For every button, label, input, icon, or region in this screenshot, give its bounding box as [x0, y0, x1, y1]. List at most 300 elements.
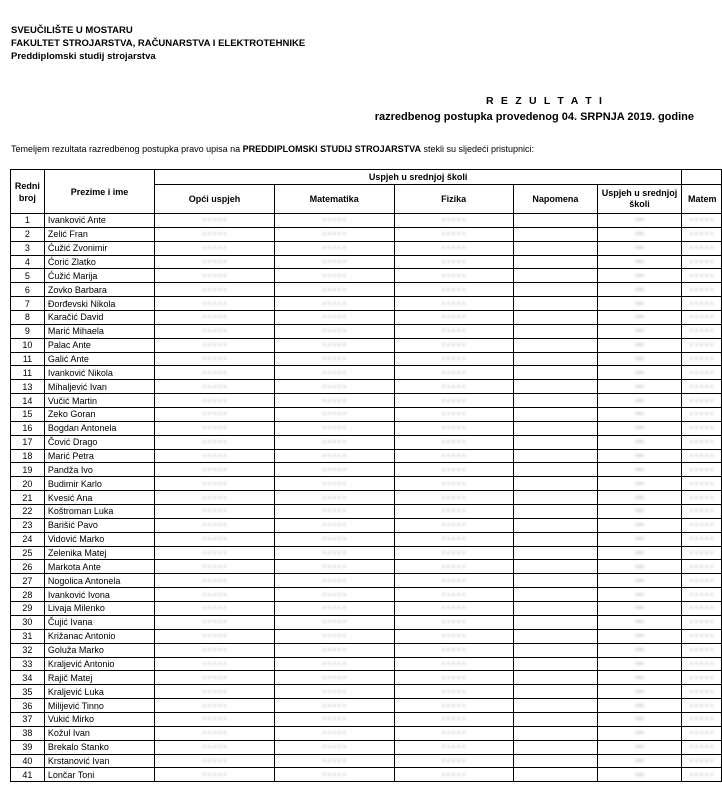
table-row — [11, 602, 722, 616]
table-row — [11, 297, 722, 311]
blurred-content: ▪▪▪ — [635, 617, 644, 627]
redacted-opci-cell — [155, 671, 275, 685]
redacted-fizika-cell — [394, 324, 513, 338]
blurred-content: ▪ ▪ ▪ ▪ ▪ — [442, 395, 466, 405]
redacted-fizika-cell — [394, 560, 513, 574]
redacted-matematika-cell — [274, 338, 394, 352]
row-name: Vidović Marko — [44, 532, 154, 546]
blurred-content: ▪▪▪ — [635, 340, 644, 350]
blurred-content: ▪ ▪ ▪ ▪ ▪ — [322, 658, 346, 668]
blurred-content: ▪ ▪ ▪ ▪ ▪ — [442, 367, 466, 377]
blurred-content: ▪▪▪ — [635, 548, 644, 558]
blurred-content: ▪ ▪ ▪ ▪ ▪ — [689, 367, 714, 377]
blurred-content: ▪ ▪ ▪ ▪ ▪ — [322, 575, 346, 585]
redacted-fizika-cell — [394, 352, 513, 366]
blurred-content: ▪ ▪ ▪ ▪ ▪ — [689, 437, 714, 447]
redacted-uspjeh-cell — [597, 602, 681, 616]
blurred-content: ▪ ▪ ▪ ▪ ▪ — [442, 769, 466, 779]
blurred-content: ▪ ▪ ▪ ▪ ▪ — [442, 409, 466, 419]
redacted-uspjeh-cell — [597, 269, 681, 283]
redacted-matematika-2-cell — [682, 227, 722, 241]
blurred-content: ▪ ▪ ▪ ▪ ▪ — [202, 520, 227, 530]
redacted-matematika-cell — [274, 560, 394, 574]
redacted-matematika-2-cell — [682, 643, 722, 657]
redacted-uspjeh-cell — [597, 560, 681, 574]
table-row — [11, 629, 722, 643]
redacted-matematika-cell — [274, 629, 394, 643]
redacted-uspjeh-cell — [597, 740, 681, 754]
blurred-content: ▪ ▪ ▪ ▪ ▪ — [689, 728, 714, 738]
redacted-matematika-cell — [274, 449, 394, 463]
redacted-fizika-cell — [394, 685, 513, 699]
redacted-matematika-2-cell — [682, 726, 722, 740]
row-number: 22 — [11, 505, 45, 519]
table-row — [11, 435, 722, 449]
blurred-content: ▪ ▪ ▪ ▪ ▪ — [322, 492, 346, 502]
row-name: Zelenika Matej — [44, 546, 154, 560]
table-row — [11, 546, 722, 560]
row-name: Zovko Barbara — [44, 283, 154, 297]
redacted-uspjeh-cell — [597, 408, 681, 422]
redacted-fizika-cell — [394, 588, 513, 602]
redacted-opci-cell — [155, 297, 275, 311]
blurred-content: ▪ ▪ ▪ ▪ ▪ — [322, 243, 346, 253]
redacted-opci-cell — [155, 366, 275, 380]
redacted-fizika-cell — [394, 699, 513, 713]
redacted-opci-cell — [155, 574, 275, 588]
redacted-napomena-cell — [513, 214, 597, 228]
redacted-opci-cell — [155, 435, 275, 449]
blurred-content: ▪ ▪ ▪ ▪ ▪ — [202, 284, 227, 294]
university-name: SVEUČILIŠTE U MOSTARU — [11, 25, 133, 36]
blurred-content: ▪ ▪ ▪ ▪ ▪ — [202, 672, 227, 682]
redacted-matematika-cell — [274, 518, 394, 532]
intro-program: PREDDIPLOMSKI STUDIJ STROJARSTVA — [242, 144, 421, 154]
blurred-content: ▪ ▪ ▪ ▪ ▪ — [202, 215, 227, 225]
redacted-matematika-cell — [274, 685, 394, 699]
row-name: Zeko Goran — [44, 408, 154, 422]
redacted-fizika-cell — [394, 255, 513, 269]
redacted-opci-cell — [155, 463, 275, 477]
redacted-opci-cell — [155, 269, 275, 283]
redacted-opci-cell — [155, 643, 275, 657]
document-title: R E Z U L T A T I — [486, 95, 605, 107]
row-name: Čović Drago — [44, 435, 154, 449]
redacted-napomena-cell — [513, 421, 597, 435]
blurred-content: ▪ ▪ ▪ ▪ ▪ — [322, 215, 346, 225]
redacted-uspjeh-cell — [597, 477, 681, 491]
blurred-content: ▪ ▪ ▪ ▪ ▪ — [202, 270, 227, 280]
table-row — [11, 574, 722, 588]
redacted-napomena-cell — [513, 768, 597, 782]
redacted-matematika-cell — [274, 491, 394, 505]
blurred-content: ▪▪▪ — [635, 603, 644, 613]
table-row — [11, 740, 722, 754]
redacted-napomena-cell — [513, 505, 597, 519]
redacted-uspjeh-cell — [597, 380, 681, 394]
redacted-matematika-cell — [274, 366, 394, 380]
blurred-content: ▪ ▪ ▪ ▪ ▪ — [442, 478, 466, 488]
redacted-uspjeh-cell — [597, 518, 681, 532]
row-number: 24 — [11, 532, 45, 546]
redacted-matematika-cell — [274, 463, 394, 477]
redacted-fizika-cell — [394, 227, 513, 241]
redacted-uspjeh-cell — [597, 311, 681, 325]
row-name: Karačić David — [44, 311, 154, 325]
redacted-matematika-cell — [274, 394, 394, 408]
row-name: Ćužić Zvonimir — [44, 241, 154, 255]
redacted-fizika-cell — [394, 311, 513, 325]
redacted-opci-cell — [155, 602, 275, 616]
redacted-napomena-cell — [513, 685, 597, 699]
redacted-opci-cell — [155, 311, 275, 325]
redacted-napomena-cell — [513, 754, 597, 768]
redacted-matematika-cell — [274, 324, 394, 338]
row-name: Goluža Marko — [44, 643, 154, 657]
redacted-napomena-cell — [513, 491, 597, 505]
blurred-content: ▪▪▪ — [635, 243, 644, 253]
table-row — [11, 532, 722, 546]
redacted-opci-cell — [155, 629, 275, 643]
redacted-opci-cell — [155, 324, 275, 338]
blurred-content: ▪ ▪ ▪ ▪ ▪ — [442, 492, 466, 502]
blurred-content: ▪ ▪ ▪ ▪ ▪ — [689, 506, 714, 516]
blurred-content: ▪▪▪ — [635, 686, 644, 696]
row-name: Lončar Toni — [44, 768, 154, 782]
header-matematika: Matematika — [274, 185, 394, 214]
row-number: 31 — [11, 629, 45, 643]
redacted-fizika-cell — [394, 449, 513, 463]
row-name: Kvesić Ana — [44, 491, 154, 505]
blurred-content: ▪ ▪ ▪ ▪ ▪ — [442, 451, 466, 461]
redacted-napomena-cell — [513, 518, 597, 532]
redacted-uspjeh-cell — [597, 671, 681, 685]
blurred-content: ▪ ▪ ▪ ▪ ▪ — [322, 534, 346, 544]
redacted-uspjeh-cell — [597, 366, 681, 380]
table-row — [11, 671, 722, 685]
row-name: Ivanković Ante — [44, 214, 154, 228]
redacted-uspjeh-cell — [597, 574, 681, 588]
row-number: 13 — [11, 380, 45, 394]
blurred-content: ▪ ▪ ▪ ▪ ▪ — [689, 742, 714, 752]
blurred-content: ▪ ▪ ▪ ▪ ▪ — [202, 561, 227, 571]
redacted-opci-cell — [155, 588, 275, 602]
blurred-content: ▪▪▪ — [635, 728, 644, 738]
redacted-uspjeh-cell — [597, 699, 681, 713]
table-row — [11, 754, 722, 768]
row-number: 29 — [11, 602, 45, 616]
redacted-fizika-cell — [394, 643, 513, 657]
blurred-content: ▪ ▪ ▪ ▪ ▪ — [202, 464, 227, 474]
blurred-content: ▪ ▪ ▪ ▪ ▪ — [322, 631, 346, 641]
table-row — [11, 588, 722, 602]
redacted-uspjeh-cell — [597, 338, 681, 352]
blurred-content: ▪▪▪ — [635, 672, 644, 682]
redacted-matematika-cell — [274, 421, 394, 435]
blurred-content: ▪ ▪ ▪ ▪ ▪ — [322, 617, 346, 627]
redacted-matematika-cell — [274, 435, 394, 449]
table-row — [11, 352, 722, 366]
redacted-opci-cell — [155, 394, 275, 408]
redacted-opci-cell — [155, 214, 275, 228]
redacted-napomena-cell — [513, 324, 597, 338]
redacted-uspjeh-cell — [597, 532, 681, 546]
redacted-opci-cell — [155, 560, 275, 574]
table-row — [11, 380, 722, 394]
redacted-matematika-2-cell — [682, 602, 722, 616]
blurred-content: ▪ ▪ ▪ ▪ ▪ — [689, 534, 714, 544]
blurred-content: ▪ ▪ ▪ ▪ ▪ — [689, 603, 714, 613]
row-number: 32 — [11, 643, 45, 657]
row-number: 28 — [11, 588, 45, 602]
redacted-matematika-cell — [274, 269, 394, 283]
blurred-content: ▪ ▪ ▪ ▪ ▪ — [322, 437, 346, 447]
document-subtitle: razredbenog postupka provedenog 04. SRPNJA 2019. godine — [374, 111, 694, 123]
redacted-matematika-2-cell — [682, 712, 722, 726]
blurred-content: ▪ ▪ ▪ ▪ ▪ — [202, 257, 227, 266]
redacted-opci-cell — [155, 338, 275, 352]
redacted-matematika-2-cell — [682, 311, 722, 325]
redacted-fizika-cell — [394, 269, 513, 283]
blurred-content: ▪▪▪ — [635, 575, 644, 585]
blurred-content: ▪ ▪ ▪ ▪ ▪ — [689, 631, 714, 641]
blurred-content: ▪ ▪ ▪ ▪ ▪ — [689, 284, 714, 294]
redacted-uspjeh-cell — [597, 283, 681, 297]
row-number: 8 — [11, 311, 45, 325]
blurred-content: ▪▪▪ — [635, 714, 644, 724]
blurred-content: ▪ ▪ ▪ ▪ ▪ — [322, 340, 346, 350]
redacted-fizika-cell — [394, 297, 513, 311]
blurred-content: ▪ ▪ ▪ ▪ ▪ — [442, 589, 466, 599]
blurred-content: ▪ ▪ ▪ ▪ ▪ — [322, 755, 346, 765]
redacted-matematika-2-cell — [682, 255, 722, 269]
redacted-matematika-2-cell — [682, 366, 722, 380]
redacted-uspjeh-cell — [597, 435, 681, 449]
redacted-opci-cell — [155, 352, 275, 366]
redacted-matematika-2-cell — [682, 394, 722, 408]
row-name: Marić Petra — [44, 449, 154, 463]
redacted-fizika-cell — [394, 408, 513, 422]
row-name: Brekalo Stanko — [44, 740, 154, 754]
blurred-content: ▪ ▪ ▪ ▪ ▪ — [202, 617, 227, 627]
row-number: 41 — [11, 768, 45, 782]
blurred-content: ▪ ▪ ▪ ▪ ▪ — [202, 658, 227, 668]
header-fizika: Fizika — [394, 185, 513, 214]
redacted-matematika-2-cell — [682, 505, 722, 519]
blurred-content: ▪ ▪ ▪ ▪ ▪ — [442, 229, 466, 239]
blurred-content: ▪ ▪ ▪ ▪ ▪ — [202, 478, 227, 488]
row-name: Ćužić Marija — [44, 269, 154, 283]
row-name: Zelić Fran — [44, 227, 154, 241]
row-number: 7 — [11, 297, 45, 311]
blurred-content: ▪▪▪ — [635, 478, 644, 488]
redacted-napomena-cell — [513, 352, 597, 366]
redacted-fizika-cell — [394, 712, 513, 726]
study-program: Preddiplomski studij strojarstva — [11, 51, 156, 62]
redacted-napomena-cell — [513, 477, 597, 491]
row-number: 10 — [11, 338, 45, 352]
redacted-opci-cell — [155, 685, 275, 699]
row-number: 17 — [11, 435, 45, 449]
redacted-matematika-2-cell — [682, 671, 722, 685]
row-name: Mihaljević Ivan — [44, 380, 154, 394]
header-opci: Opći uspjeh — [155, 185, 275, 214]
table-body — [11, 214, 722, 782]
blurred-content: ▪ ▪ ▪ ▪ ▪ — [442, 658, 466, 668]
redacted-uspjeh-cell — [597, 394, 681, 408]
header-rb: Redni broj — [11, 170, 45, 214]
blurred-content: ▪ ▪ ▪ ▪ ▪ — [322, 395, 346, 405]
redacted-napomena-cell — [513, 629, 597, 643]
blurred-content: ▪ ▪ ▪ ▪ ▪ — [202, 243, 227, 253]
redacted-matematika-cell — [274, 311, 394, 325]
redacted-uspjeh-cell — [597, 657, 681, 671]
redacted-opci-cell — [155, 255, 275, 269]
blurred-content: ▪ ▪ ▪ ▪ ▪ — [202, 367, 227, 377]
blurred-content: ▪ ▪ ▪ ▪ ▪ — [322, 714, 346, 724]
row-name: Kraljević Antonio — [44, 657, 154, 671]
row-number: 15 — [11, 408, 45, 422]
redacted-fizika-cell — [394, 726, 513, 740]
blurred-content: ▪ ▪ ▪ ▪ ▪ — [689, 381, 714, 391]
blurred-content: ▪ ▪ ▪ ▪ ▪ — [689, 658, 714, 668]
row-number: 35 — [11, 685, 45, 699]
redacted-uspjeh-cell — [597, 297, 681, 311]
blurred-content: ▪ ▪ ▪ ▪ ▪ — [202, 326, 227, 336]
blurred-content: ▪▪▪ — [635, 631, 644, 641]
redacted-uspjeh-cell — [597, 754, 681, 768]
blurred-content: ▪ ▪ ▪ ▪ ▪ — [322, 561, 346, 571]
redacted-fizika-cell — [394, 491, 513, 505]
blurred-content: ▪▪▪ — [635, 257, 644, 266]
blurred-content: ▪ ▪ ▪ ▪ ▪ — [442, 742, 466, 752]
blurred-content: ▪ ▪ ▪ ▪ ▪ — [442, 257, 466, 266]
redacted-opci-cell — [155, 532, 275, 546]
redacted-napomena-cell — [513, 699, 597, 713]
redacted-fizika-cell — [394, 463, 513, 477]
blurred-content: ▪ ▪ ▪ ▪ ▪ — [202, 298, 227, 308]
table-row — [11, 394, 722, 408]
blurred-content: ▪ ▪ ▪ ▪ ▪ — [202, 700, 227, 710]
redacted-matematika-cell — [274, 532, 394, 546]
blurred-content: ▪ ▪ ▪ ▪ ▪ — [689, 340, 714, 350]
blurred-content: ▪ ▪ ▪ ▪ ▪ — [322, 464, 346, 474]
redacted-napomena-cell — [513, 712, 597, 726]
blurred-content: ▪ ▪ ▪ ▪ ▪ — [689, 464, 714, 474]
redacted-opci-cell — [155, 657, 275, 671]
redacted-matematika-2-cell — [682, 740, 722, 754]
blurred-content: ▪ ▪ ▪ ▪ ▪ — [689, 298, 714, 308]
row-name: Đorđevski Nikola — [44, 297, 154, 311]
redacted-matematika-cell — [274, 380, 394, 394]
blurred-content: ▪ ▪ ▪ ▪ ▪ — [689, 520, 714, 530]
redacted-fizika-cell — [394, 477, 513, 491]
row-name: Nogolica Antonela — [44, 574, 154, 588]
row-number: 6 — [11, 283, 45, 297]
redacted-opci-cell — [155, 754, 275, 768]
redacted-napomena-cell — [513, 740, 597, 754]
redacted-uspjeh-cell — [597, 449, 681, 463]
blurred-content: ▪▪▪ — [635, 270, 644, 280]
redacted-napomena-cell — [513, 311, 597, 325]
header-group-right — [682, 170, 722, 185]
table-row — [11, 241, 722, 255]
blurred-content: ▪ ▪ ▪ ▪ ▪ — [689, 395, 714, 405]
blurred-content: ▪ ▪ ▪ ▪ ▪ — [202, 381, 227, 391]
redacted-opci-cell — [155, 699, 275, 713]
blurred-content: ▪ ▪ ▪ ▪ ▪ — [689, 575, 714, 585]
blurred-content: ▪▪▪ — [635, 423, 644, 433]
header-uspjeh: Uspjeh u srednjoj školi — [597, 185, 681, 214]
blurred-content: ▪ ▪ ▪ ▪ ▪ — [202, 589, 227, 599]
redacted-uspjeh-cell — [597, 615, 681, 629]
blurred-content: ▪ ▪ ▪ ▪ ▪ — [202, 548, 227, 558]
blurred-content: ▪▪▪ — [635, 367, 644, 377]
redacted-matematika-2-cell — [682, 338, 722, 352]
redacted-opci-cell — [155, 408, 275, 422]
redacted-napomena-cell — [513, 449, 597, 463]
blurred-content: ▪ ▪ ▪ ▪ ▪ — [689, 270, 714, 280]
redacted-napomena-cell — [513, 255, 597, 269]
redacted-napomena-cell — [513, 380, 597, 394]
redacted-uspjeh-cell — [597, 629, 681, 643]
row-name: Vučić Martin — [44, 394, 154, 408]
redacted-matematika-2-cell — [682, 352, 722, 366]
redacted-matematika-cell — [274, 712, 394, 726]
redacted-matematika-2-cell — [682, 214, 722, 228]
header-name: Prezime i ime — [44, 170, 154, 214]
row-name: Ivanković Ivona — [44, 588, 154, 602]
redacted-matematika-2-cell — [682, 463, 722, 477]
redacted-opci-cell — [155, 615, 275, 629]
blurred-content: ▪ ▪ ▪ ▪ ▪ — [689, 492, 714, 502]
blurred-content: ▪ ▪ ▪ ▪ ▪ — [322, 603, 346, 613]
blurred-content: ▪ ▪ ▪ ▪ ▪ — [689, 617, 714, 627]
blurred-content: ▪ ▪ ▪ ▪ ▪ — [322, 409, 346, 419]
table-row — [11, 421, 722, 435]
redacted-fizika-cell — [394, 435, 513, 449]
blurred-content: ▪ ▪ ▪ ▪ ▪ — [202, 686, 227, 696]
blurred-content: ▪ ▪ ▪ ▪ ▪ — [202, 742, 227, 752]
blurred-content: ▪▪▪ — [635, 589, 644, 599]
blurred-content: ▪▪▪ — [635, 451, 644, 461]
blurred-content: ▪ ▪ ▪ ▪ ▪ — [442, 575, 466, 585]
row-name: Ćorić Zlatko — [44, 255, 154, 269]
blurred-content: ▪ ▪ ▪ ▪ ▪ — [442, 755, 466, 765]
redacted-uspjeh-cell — [597, 726, 681, 740]
row-number: 3 — [11, 241, 45, 255]
redacted-fizika-cell — [394, 532, 513, 546]
redacted-matematika-cell — [274, 768, 394, 782]
blurred-content: ▪ ▪ ▪ ▪ ▪ — [442, 243, 466, 253]
redacted-fizika-cell — [394, 366, 513, 380]
row-number: 40 — [11, 754, 45, 768]
blurred-content: ▪ ▪ ▪ ▪ ▪ — [442, 464, 466, 474]
redacted-matematika-cell — [274, 588, 394, 602]
table-row — [11, 505, 722, 519]
blurred-content: ▪ ▪ ▪ ▪ ▪ — [322, 298, 346, 308]
institution-header — [11, 24, 305, 63]
redacted-fizika-cell — [394, 671, 513, 685]
blurred-content: ▪ ▪ ▪ ▪ ▪ — [202, 603, 227, 613]
blurred-content: ▪ ▪ ▪ ▪ ▪ — [322, 423, 346, 433]
redacted-matematika-cell — [274, 754, 394, 768]
redacted-napomena-cell — [513, 588, 597, 602]
blurred-content: ▪ ▪ ▪ ▪ ▪ — [322, 589, 346, 599]
blurred-content: ▪▪▪ — [635, 534, 644, 544]
redacted-matematika-2-cell — [682, 324, 722, 338]
row-number: 2 — [11, 227, 45, 241]
